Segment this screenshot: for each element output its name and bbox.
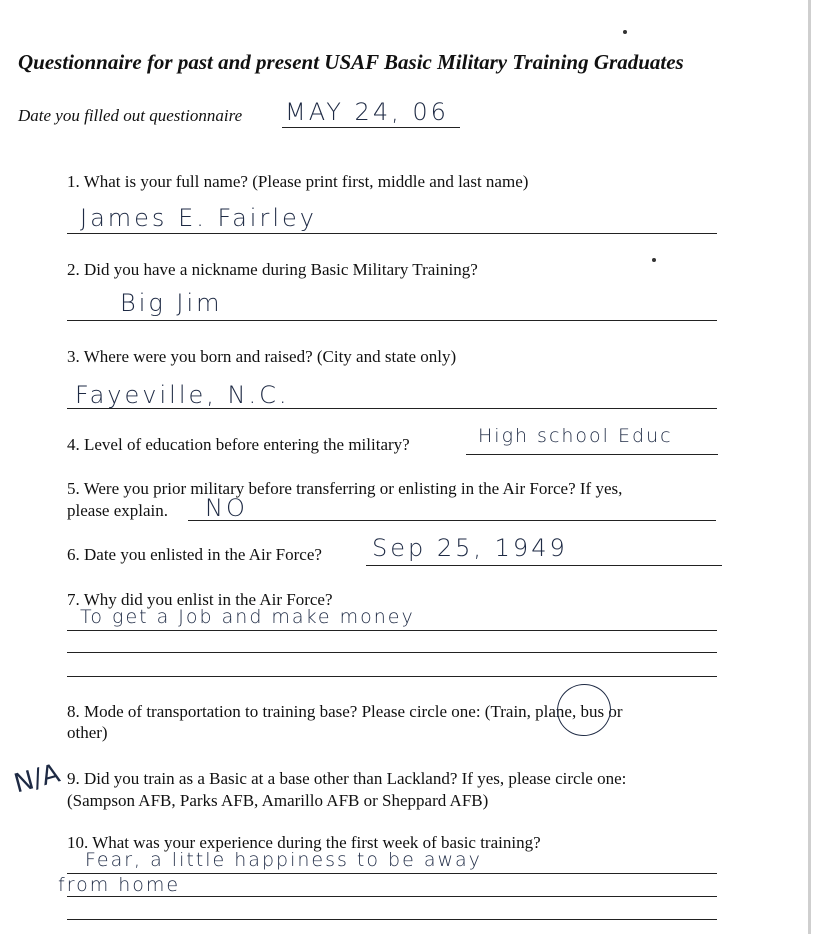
answer-line-7a [67, 630, 717, 631]
question-8-continued: other) [67, 723, 108, 742]
answer-6[interactable]: Sep 25, 1949 [372, 534, 568, 562]
answer-line-4 [466, 454, 718, 455]
answer-line-3 [67, 408, 717, 409]
answer-3[interactable]: Fayeville, N.C. [75, 381, 290, 409]
train-circle-mark [552, 679, 616, 741]
scan-speck [623, 30, 627, 34]
question-3: 3. Where were you born and raised? (City and state only) [67, 347, 457, 366]
question-1: 1. What is your full name? (Please print first, middle and last name) [67, 172, 529, 191]
answer-line-7b [67, 652, 717, 653]
answer-10-continued[interactable]: from home [58, 874, 181, 896]
question-10: 10. What was your experience during the first week of basic training? [67, 833, 541, 852]
answer-line-10c [67, 919, 717, 920]
answer-line-7c [67, 676, 717, 677]
question-9: 9. Did you train as a Basic at a base other than Lackland? If yes, please circle one: [67, 769, 627, 788]
page-edge-shadow [808, 0, 811, 934]
answer-line-10a [67, 873, 717, 874]
answer-1[interactable]: James E. Fairley [80, 204, 317, 232]
question-7: 7. Why did you enlist in the Air Force? [67, 590, 333, 609]
answer-4[interactable]: High school Educ [478, 425, 673, 447]
margin-note-na: N/A [10, 758, 64, 800]
form-title: Questionnaire for past and present USAF Basic Military Training Graduates [18, 50, 684, 74]
answer-7[interactable]: To get a Job and make money [80, 606, 415, 628]
date-answer[interactable]: MAY 24, 06 [285, 98, 449, 126]
answer-2[interactable]: Big Jim [120, 289, 223, 317]
answer-line-1 [67, 233, 717, 234]
answer-line-10b [67, 896, 717, 897]
question-9-continued: (Sampson AFB, Parks AFB, Amarillo AFB or Sheppard AFB) [67, 791, 489, 810]
date-label: Date you filled out questionnaire [18, 106, 243, 125]
answer-line-2 [67, 320, 717, 321]
date-answer-line [282, 127, 460, 128]
answer-line-5 [188, 520, 716, 521]
question-2: 2. Did you have a nickname during Basic Military Training? [67, 260, 478, 279]
answer-5[interactable]: NO [205, 494, 248, 522]
answer-line-6 [366, 565, 722, 566]
question-6: 6. Date you enlisted in the Air Force? [67, 545, 322, 564]
question-4: 4. Level of education before entering the military? [67, 435, 410, 454]
question-8: 8. Mode of transportation to training base? Please circle one: (Train, plane, bus or [67, 702, 623, 721]
question-5: 5. Were you prior military before transferring or enlisting in the Air Force? If yes, [67, 479, 623, 498]
scan-speck [652, 258, 656, 262]
answer-10[interactable]: Fear, a little happiness to be away [85, 849, 482, 871]
question-5-continued: please explain. [67, 501, 169, 520]
